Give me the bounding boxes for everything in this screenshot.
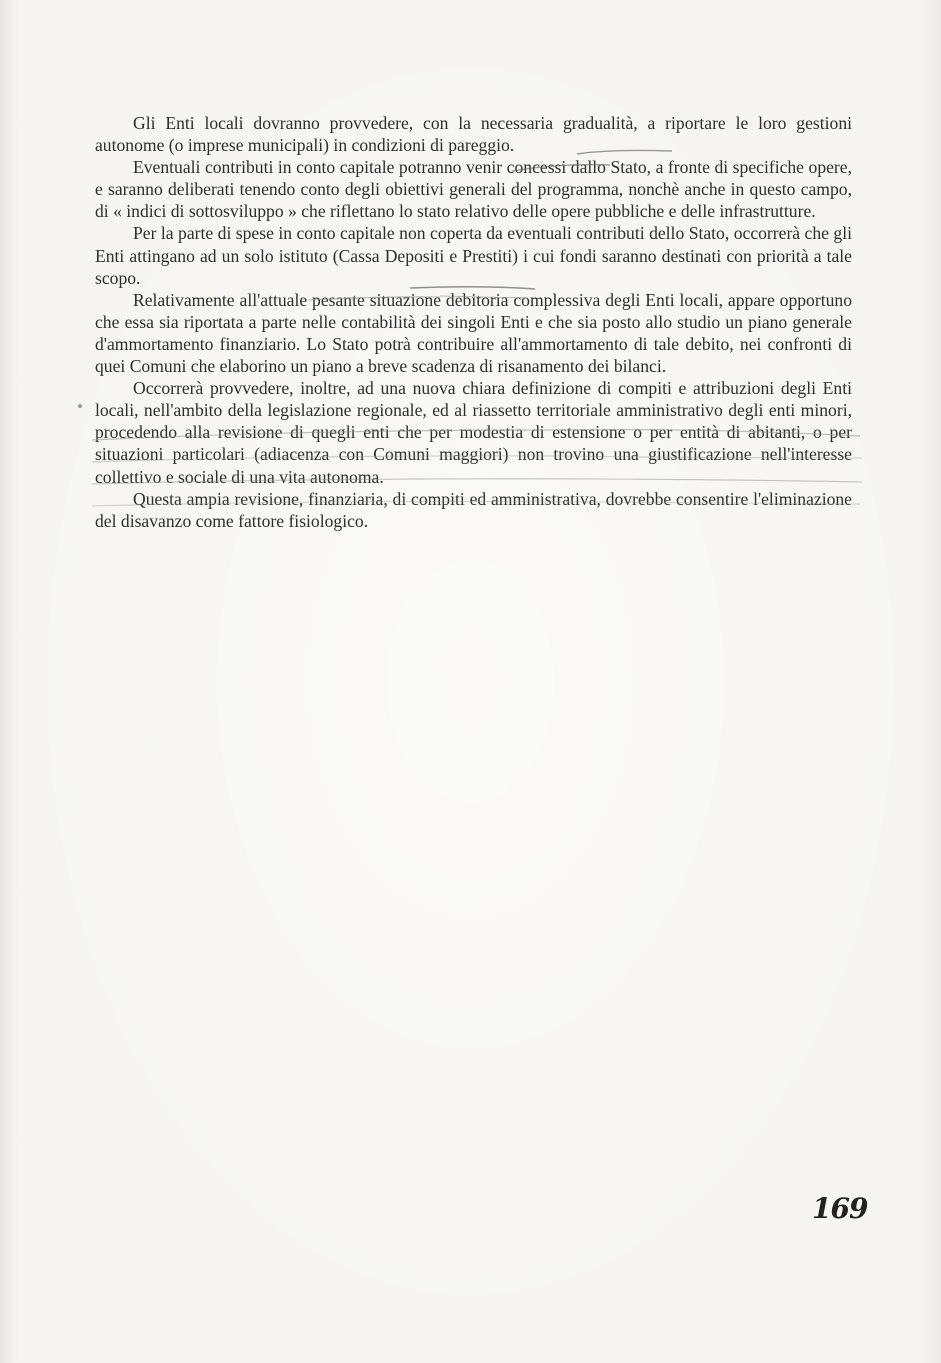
paragraph-6: Questa ampia revisione, finanziaria, di compiti ed amministrativa, dovrebbe consentire l'eliminazione del disavanzo come fattore fisiologico. (95, 488, 852, 531)
paragraph-4: Relativamente all'attuale pesante situazione debitoria complessiva degli Enti locali, appare opportuno che essa sia riportata a parte nelle contabilità dei singoli Enti e che sia posto allo studio un piano generale d'ammortamento finanziario. Lo Stato potrà contribuire all'ammortamento di tale debito, nei confronti di quei Comuni che elaborino un piano a breve scadenza di risanamento dei bilanci. (95, 289, 852, 377)
page-number: 169 (812, 1192, 868, 1225)
paragraph-1: Gli Enti locali dovranno provvedere, con la necessaria gradualità, a riportare le loro gestioni autonome (o imprese municipali) in condizioni di pareggio. (95, 113, 852, 156)
margin-mark (78, 404, 82, 408)
paragraph-3: Per la parte di spese in conto capitale non coperta da eventuali contributi dello Stato, occorrerà che gli Enti attingano ad un solo istituto (Cassa Depositi e Prestiti) i cui fondi saranno destinati con priorità a tale scopo. (95, 223, 852, 288)
paragraph-2: Eventuali contributi in conto capitale potranno venir concessi dallo Stato, a fronte di specifiche opere, e saranno deliberati tenendo conto degli obiettivi generali del programma, nonchè anche in questo campo, di « indici di sottosviluppo » che riflettano lo stato relativo delle opere pubbliche e delle infrastrutture. (95, 157, 852, 222)
body-text (95, 112, 852, 532)
paragraph-5: Occorrerà provvedere, inoltre, ad una nuova chiara definizione di compiti e attribuzioni degli Enti locali, nell'ambito della legislazione regionale, ed al riassetto territoriale amministrativo degli enti minori, procedendo alla revisione di quegli enti che per modestia di estensione o per entità di abitanti, o per situazioni particolari (adiacenza con Comuni maggiori) non trovino una giustificazione nell'interesse collettivo e sociale di una vita autonoma. (95, 378, 852, 487)
